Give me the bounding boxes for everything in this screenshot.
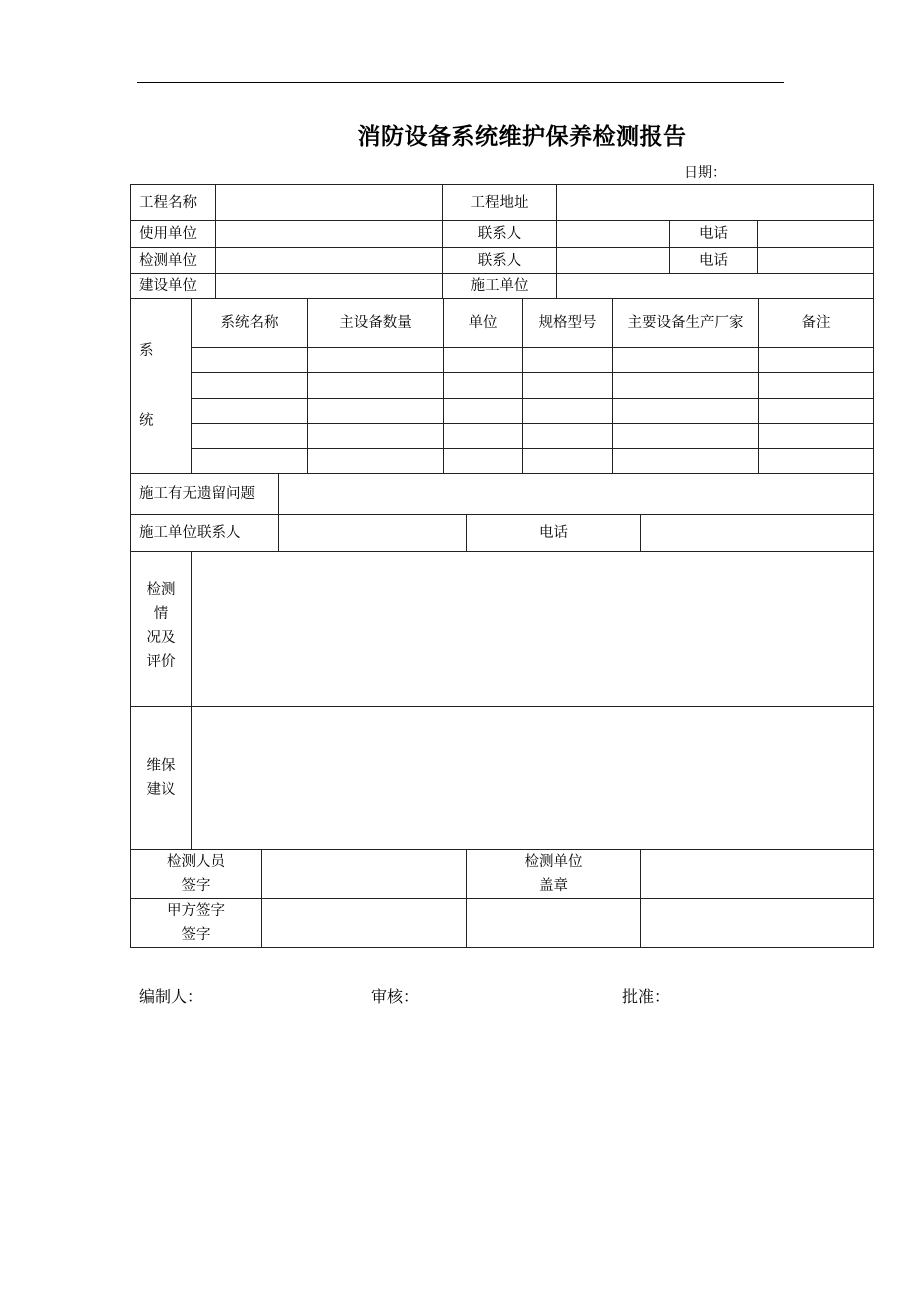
project-info-table <box>130 184 874 299</box>
test-unit-seal-label: 检测单位 盖章 <box>467 850 641 899</box>
construct-unit-field[interactable] <box>557 274 874 299</box>
header-system-name: 系统名称 <box>192 299 308 348</box>
issues-label: 施工有无遗留问题 <box>131 474 279 515</box>
table-row <box>131 424 874 449</box>
header-remark: 备注 <box>759 299 874 348</box>
system-side-char-1: 系 <box>139 343 154 359</box>
table-row <box>131 449 874 474</box>
construct-contact-field[interactable] <box>279 515 467 552</box>
system-side-char-2: 统 <box>139 413 154 429</box>
party-a-sign-label: 甲方签字 签字 <box>131 899 262 948</box>
construct-contact-label: 施工单位联系人 <box>131 515 279 552</box>
party-a-extra-field[interactable] <box>467 899 641 948</box>
system-table <box>130 298 874 474</box>
contact1-field[interactable] <box>557 221 670 248</box>
compiler-label: 编制人： <box>139 987 204 1006</box>
project-name-field[interactable] <box>216 185 443 221</box>
signature-table <box>130 849 874 948</box>
build-unit-field[interactable] <box>216 274 443 299</box>
contact2-field[interactable] <box>557 248 670 274</box>
system-side-label <box>131 299 192 474</box>
project-address-field[interactable] <box>557 185 874 221</box>
user-unit-label: 使用单位 <box>131 221 216 248</box>
remarks-table <box>130 473 874 850</box>
phone2-label: 电话 <box>670 248 758 274</box>
advice-label: 维保 建议 <box>131 707 192 850</box>
date-label: 日期： <box>684 165 726 181</box>
test-unit-seal-field[interactable] <box>641 850 874 899</box>
inspection-field[interactable] <box>192 552 874 707</box>
table-row <box>131 399 874 424</box>
test-unit-field[interactable] <box>216 248 443 274</box>
phone1-label: 电话 <box>670 221 758 248</box>
construct-unit-label: 施工单位 <box>443 274 557 299</box>
phone2-field[interactable] <box>758 248 874 274</box>
user-unit-field[interactable] <box>216 221 443 248</box>
issues-field[interactable] <box>279 474 874 515</box>
header-rule <box>137 82 784 83</box>
construct-phone-field[interactable] <box>641 515 874 552</box>
report-title: 消防设备系统维护保养检测报告 <box>357 124 687 150</box>
advice-field[interactable] <box>192 707 874 850</box>
reviewer-label: 审核： <box>371 987 420 1006</box>
party-a-sign-field[interactable] <box>262 899 467 948</box>
table-row <box>131 373 874 399</box>
phone1-field[interactable] <box>758 221 874 248</box>
test-unit-label: 检测单位 <box>131 248 216 274</box>
party-a-extra-field-2[interactable] <box>641 899 874 948</box>
build-unit-label: 建设单位 <box>131 274 216 299</box>
approver-label: 批准： <box>622 987 671 1006</box>
header-model: 规格型号 <box>523 299 613 348</box>
project-name-label: 工程名称 <box>131 185 216 221</box>
construct-phone-label: 电话 <box>467 515 641 552</box>
table-row <box>131 348 874 373</box>
contact2-label: 联系人 <box>443 248 557 274</box>
inspection-label: 检测 情 况及 评价 <box>131 552 192 707</box>
header-main-qty: 主设备数量 <box>308 299 444 348</box>
contact1-label: 联系人 <box>443 221 557 248</box>
header-unit: 单位 <box>444 299 523 348</box>
project-address-label: 工程地址 <box>443 185 557 221</box>
inspector-sign-field[interactable] <box>262 850 467 899</box>
header-manufacturer: 主要设备生产厂家 <box>613 299 759 348</box>
inspector-sign-label: 检测人员 签字 <box>131 850 262 899</box>
